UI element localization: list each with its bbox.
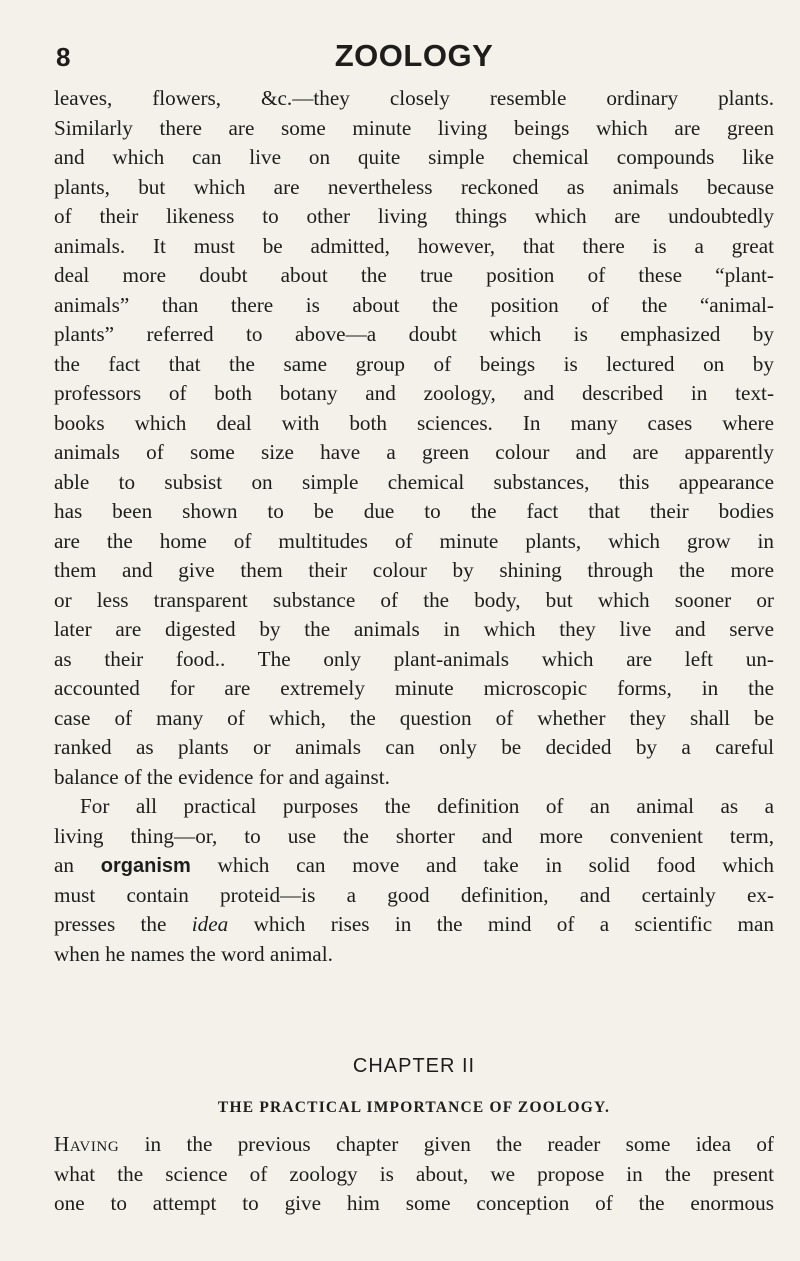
chapter-subtitle: THE PRACTICAL IMPORTANCE OF ZOOLOGY. [217, 1099, 611, 1116]
chapter-heading: CHAPTER II [352, 1055, 476, 1077]
body-text [54, 84, 774, 969]
text-line: animals. It must be admitted, however, that there is a great [54, 233, 774, 258]
text-fragment: which rises in the mind of a scientific man [228, 912, 774, 936]
text-line: when he names the word animal. [54, 941, 333, 966]
running-head [56, 38, 772, 78]
paragraph-3 [54, 1130, 774, 1219]
text-line: leaves, flowers, &c.—they closely resemble ordinary plants. [54, 86, 774, 110]
text-line [54, 910, 774, 940]
text-line: plants” referred to above—a doubt which is emphasized by [54, 322, 774, 346]
text-line: or less transparent substance of the body, but which sooner or [54, 587, 774, 612]
text-line: them and give them their colour by shining through the more [54, 558, 774, 582]
text-line: one to attempt to give him some conception of the enormous [54, 1191, 774, 1215]
text-fragment: an [54, 853, 101, 877]
text-line: professors of both botany and zoology, and described in text- [54, 381, 774, 405]
text-line: ranked as plants or animals can only be decided by a careful [54, 735, 774, 759]
text-line: For all practical purposes the definition of an animal as a [80, 794, 774, 818]
text-line: balance of the evidence for and against. [54, 764, 390, 789]
text-line: of their likeness to other living things which are undoubtedly [54, 204, 774, 228]
text-line [54, 851, 774, 881]
page-title: ZOOLOGY [334, 38, 494, 73]
text-line: living thing—or, to use the shorter and more convenient term, [54, 823, 774, 848]
text-line: case of many of which, the question of whether they shall be [54, 705, 774, 730]
text-line: books which deal with both sciences. In many cases where [54, 410, 774, 435]
text-line: has been shown to be due to the fact that their bodies [54, 499, 774, 523]
text-line: animals of some size have a green colour and are apparently [54, 440, 774, 464]
italic-term: idea [191, 912, 229, 936]
text-line: as their food.. The only plant-animals which are left un- [54, 646, 774, 671]
text-line: plants, but which are nevertheless reckoned as animals because [54, 174, 774, 199]
text-line [54, 1130, 774, 1160]
text-line: animals” than there is about the position of the “animal- [54, 292, 774, 317]
text-line: and which can live on quite simple chemical compounds like [54, 145, 774, 169]
text-line: accounted for are extremely minute microscopic forms, in the [54, 676, 774, 700]
text-fragment: presses the [54, 912, 192, 936]
text-line: the fact that the same group of beings is lectured on by [54, 351, 774, 376]
text-line: deal more doubt about the true position of these “plant- [54, 263, 774, 287]
text-line: able to subsist on simple chemical substances, this appearance [54, 469, 774, 494]
smallcaps-lead: Having [54, 1132, 120, 1156]
page-number: 8 [56, 42, 71, 72]
text-line: what the science of zoology is about, we propose in the present [54, 1161, 774, 1186]
bold-term: organism [100, 855, 191, 877]
paragraph-1 [54, 84, 774, 792]
text-line: are the home of multitudes of minute plants, which grow in [54, 528, 774, 553]
text-line: later are digested by the animals in which they live and serve [54, 617, 774, 641]
text-line: must contain proteid—is a good definition, and certainly ex- [54, 882, 774, 907]
text-fragment: in the previous chapter given the reader some idea of [119, 1132, 774, 1156]
text-fragment: which can move and take in solid food which [190, 853, 775, 877]
text-line: Similarly there are some minute living beings which are green [54, 115, 774, 140]
paragraph-2 [54, 792, 774, 969]
